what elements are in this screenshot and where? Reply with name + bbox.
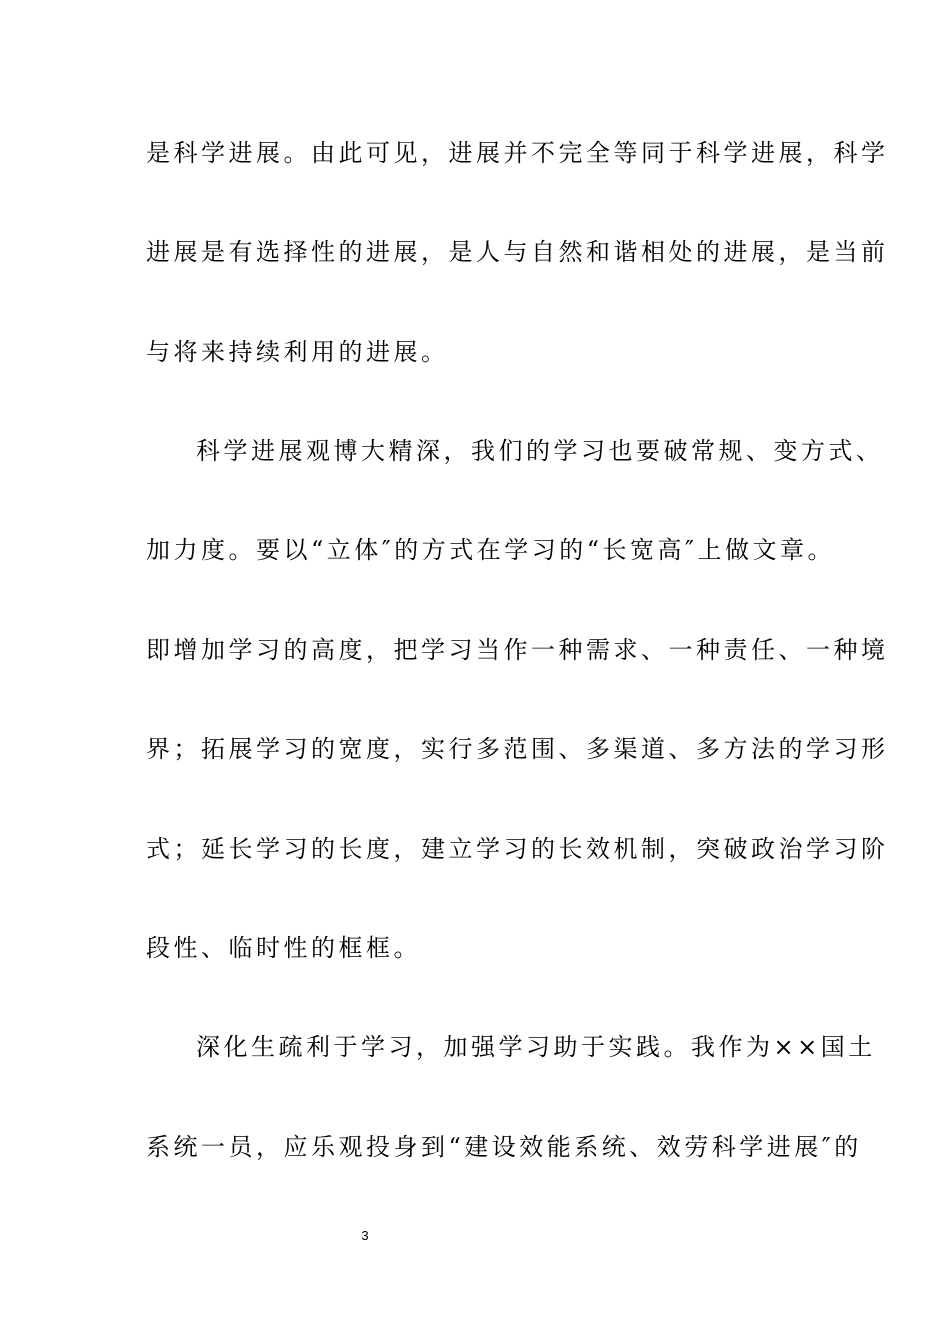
- text-line-5: 加力度。要以“立体″的方式在学习的“长宽高″上做文章。: [146, 536, 835, 564]
- page-number: 3: [361, 1228, 369, 1243]
- text-line-3: 与将来持续利用的进展。: [146, 338, 449, 366]
- text-line-2: 进展是有选择性的进展，是人与自然和谐相处的进展，是当前: [146, 238, 889, 266]
- text-line-4: 科学进展观博大精深，我们的学习也要破常规、变方式、: [196, 437, 884, 465]
- text-line-11: 系统一员，应乐观投身到“建设效能系统、效劳科学进展″的: [146, 1133, 862, 1161]
- text-line-7: 界；拓展学习的宽度，实行多范围、多渠道、多方法的学习形: [146, 735, 889, 763]
- text-line-10: 深化生疏利于学习，加强学习助于实践。我作为××国土: [196, 1033, 876, 1061]
- text-line-9: 段性、临时性的框框。: [146, 934, 421, 962]
- text-line-8: 式；延长学习的长度，建立学习的长效机制，突破政治学习阶: [146, 835, 889, 863]
- text-line-6: 即增加学习的高度，把学习当作一种需求、一种责任、一种境: [146, 636, 889, 664]
- text-line-1: 是科学进展。由此可见，进展并不完全等同于科学进展，科学: [146, 139, 889, 167]
